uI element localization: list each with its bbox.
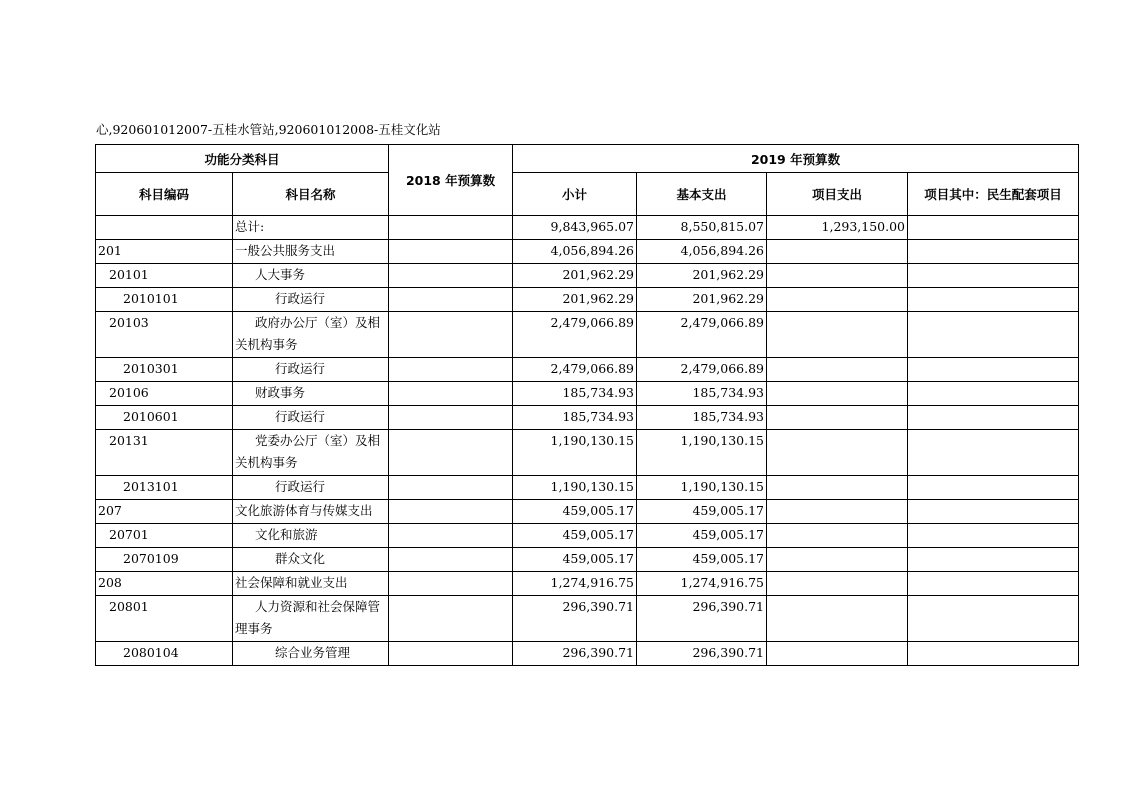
- cell-budget-2018: [389, 358, 513, 382]
- cell-basic: 185,734.93: [637, 406, 767, 430]
- header-project: 项目支出: [767, 173, 908, 216]
- cell-project-of-which: [908, 312, 1079, 358]
- cell-subtotal: 459,005.17: [513, 524, 637, 548]
- header-subtotal: 小计: [513, 173, 637, 216]
- cell-project-of-which: [908, 406, 1079, 430]
- cell-code: 2010101: [96, 288, 233, 312]
- header-basic: 基本支出: [637, 173, 767, 216]
- cell-name: 总计:: [233, 216, 389, 240]
- cell-project-of-which: [908, 548, 1079, 572]
- cell-subtotal: 1,190,130.15: [513, 430, 637, 476]
- cell-code: 20801: [96, 596, 233, 642]
- table-row: [96, 572, 1079, 596]
- cell-project: [767, 358, 908, 382]
- cell-project-of-which: [908, 288, 1079, 312]
- cell-project: [767, 288, 908, 312]
- cell-project: [767, 572, 908, 596]
- cell-project: [767, 430, 908, 476]
- cell-name: 政府办公厅（室）及相关机构事务: [233, 312, 389, 358]
- table-row: [96, 312, 1079, 358]
- cell-basic: 8,550,815.07: [637, 216, 767, 240]
- cell-name: 行政运行: [233, 406, 389, 430]
- cell-name: 综合业务管理: [233, 642, 389, 666]
- cell-project: [767, 382, 908, 406]
- cell-project-of-which: [908, 216, 1079, 240]
- cell-name: 行政运行: [233, 288, 389, 312]
- cell-project-of-which: [908, 476, 1079, 500]
- cell-code: 20131: [96, 430, 233, 476]
- cell-name: 财政事务: [233, 382, 389, 406]
- cell-budget-2018: [389, 382, 513, 406]
- cell-project-of-which: [908, 572, 1079, 596]
- cell-basic: 201,962.29: [637, 288, 767, 312]
- page-caption: 心,920601012007-五桂水管站,920601012008-五桂文化站: [96, 122, 441, 137]
- cell-project-of-which: [908, 642, 1079, 666]
- cell-subtotal: 201,962.29: [513, 264, 637, 288]
- cell-basic: 4,056,894.26: [637, 240, 767, 264]
- cell-subtotal: 1,190,130.15: [513, 476, 637, 500]
- cell-project-of-which: [908, 524, 1079, 548]
- cell-budget-2018: [389, 312, 513, 358]
- cell-budget-2018: [389, 500, 513, 524]
- cell-code: 208: [96, 572, 233, 596]
- cell-project: [767, 264, 908, 288]
- table-row: [96, 548, 1079, 572]
- header-code: 科目编码: [96, 173, 233, 216]
- table-row: [96, 596, 1079, 642]
- cell-project-of-which: [908, 596, 1079, 642]
- cell-subtotal: 296,390.71: [513, 642, 637, 666]
- cell-budget-2018: [389, 288, 513, 312]
- cell-code: 20106: [96, 382, 233, 406]
- cell-budget-2018: [389, 430, 513, 476]
- cell-subtotal: 296,390.71: [513, 596, 637, 642]
- cell-project: [767, 476, 908, 500]
- cell-code: 201: [96, 240, 233, 264]
- table-body: [96, 216, 1079, 666]
- cell-basic: 296,390.71: [637, 642, 767, 666]
- cell-code: 2080104: [96, 642, 233, 666]
- table-row: [96, 500, 1079, 524]
- cell-project: [767, 500, 908, 524]
- cell-code: 2070109: [96, 548, 233, 572]
- cell-basic: 459,005.17: [637, 524, 767, 548]
- cell-project-of-which: [908, 500, 1079, 524]
- cell-code: 207: [96, 500, 233, 524]
- cell-basic: 1,274,916.75: [637, 572, 767, 596]
- cell-budget-2018: [389, 406, 513, 430]
- cell-code: 20103: [96, 312, 233, 358]
- table-row: [96, 406, 1079, 430]
- cell-budget-2018: [389, 596, 513, 642]
- cell-budget-2018: [389, 548, 513, 572]
- cell-project: [767, 406, 908, 430]
- cell-name: 文化和旅游: [233, 524, 389, 548]
- cell-name: 群众文化: [233, 548, 389, 572]
- cell-subtotal: 185,734.93: [513, 382, 637, 406]
- cell-project-of-which: [908, 430, 1079, 476]
- cell-basic: 2,479,066.89: [637, 312, 767, 358]
- cell-code: 2010301: [96, 358, 233, 382]
- cell-project-of-which: [908, 382, 1079, 406]
- header-name: 科目名称: [233, 173, 389, 216]
- cell-project: [767, 548, 908, 572]
- cell-subtotal: 201,962.29: [513, 288, 637, 312]
- cell-name: 社会保障和就业支出: [233, 572, 389, 596]
- table-row: [96, 476, 1079, 500]
- cell-basic: 459,005.17: [637, 548, 767, 572]
- cell-name: 行政运行: [233, 358, 389, 382]
- table-row: [96, 382, 1079, 406]
- cell-code: 2013101: [96, 476, 233, 500]
- cell-subtotal: 2,479,066.89: [513, 312, 637, 358]
- table-row: [96, 240, 1079, 264]
- cell-subtotal: 459,005.17: [513, 500, 637, 524]
- cell-name: 党委办公厅（室）及相关机构事务: [233, 430, 389, 476]
- cell-budget-2018: [389, 642, 513, 666]
- budget-table: [95, 144, 1079, 666]
- cell-basic: 1,190,130.15: [637, 476, 767, 500]
- table-row: [96, 264, 1079, 288]
- cell-basic: 296,390.71: [637, 596, 767, 642]
- cell-basic: 459,005.17: [637, 500, 767, 524]
- cell-budget-2018: [389, 264, 513, 288]
- header-func-class: 功能分类科目: [96, 145, 389, 173]
- cell-budget-2018: [389, 240, 513, 264]
- cell-basic: 1,190,130.15: [637, 430, 767, 476]
- cell-project-of-which: [908, 358, 1079, 382]
- cell-basic: 185,734.93: [637, 382, 767, 406]
- cell-project: [767, 642, 908, 666]
- cell-subtotal: 9,843,965.07: [513, 216, 637, 240]
- cell-name: 人力资源和社会保障管理事务: [233, 596, 389, 642]
- cell-subtotal: 1,274,916.75: [513, 572, 637, 596]
- header-project-of-which: 项目其中：民生配套项目: [908, 173, 1079, 216]
- table-row: [96, 524, 1079, 548]
- cell-subtotal: 185,734.93: [513, 406, 637, 430]
- table-row: [96, 430, 1079, 476]
- table-row: [96, 216, 1079, 240]
- cell-project: [767, 312, 908, 358]
- cell-subtotal: 2,479,066.89: [513, 358, 637, 382]
- cell-project-of-which: [908, 264, 1079, 288]
- cell-name: 一般公共服务支出: [233, 240, 389, 264]
- header-budget-2018: 2018 年预算数: [389, 145, 513, 216]
- cell-subtotal: 459,005.17: [513, 548, 637, 572]
- table-row: [96, 642, 1079, 666]
- cell-code: 20701: [96, 524, 233, 548]
- cell-code: 2010601: [96, 406, 233, 430]
- header-budget-2019: 2019 年预算数: [513, 145, 1079, 173]
- cell-project: [767, 524, 908, 548]
- cell-project: 1,293,150.00: [767, 216, 908, 240]
- cell-code: 20101: [96, 264, 233, 288]
- cell-project: [767, 240, 908, 264]
- table-row: [96, 358, 1079, 382]
- cell-budget-2018: [389, 476, 513, 500]
- cell-name: 人大事务: [233, 264, 389, 288]
- cell-name: 行政运行: [233, 476, 389, 500]
- cell-name: 文化旅游体育与传媒支出: [233, 500, 389, 524]
- cell-basic: 201,962.29: [637, 264, 767, 288]
- cell-budget-2018: [389, 572, 513, 596]
- cell-subtotal: 4,056,894.26: [513, 240, 637, 264]
- cell-budget-2018: [389, 524, 513, 548]
- table-row: [96, 288, 1079, 312]
- cell-budget-2018: [389, 216, 513, 240]
- cell-project-of-which: [908, 240, 1079, 264]
- cell-basic: 2,479,066.89: [637, 358, 767, 382]
- cell-code: [96, 216, 233, 240]
- cell-project: [767, 596, 908, 642]
